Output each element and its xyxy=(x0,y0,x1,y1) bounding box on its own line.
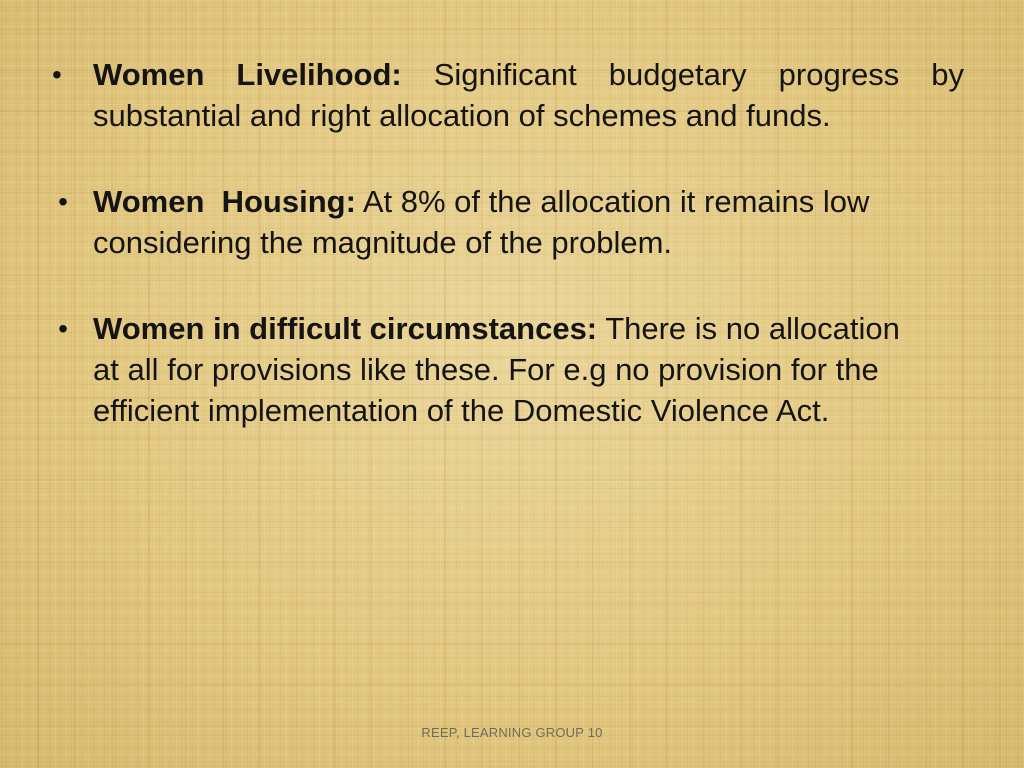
bullet-icon: • xyxy=(58,186,68,217)
bullet-label: Women Livelihood: xyxy=(93,57,402,92)
bullet-label: Women Housing: xyxy=(93,184,356,219)
bullet-icon: • xyxy=(58,313,68,344)
bullet-list xyxy=(52,54,964,431)
bullet-women-housing xyxy=(52,181,923,263)
bullet-label: Women in difficult circumstances: xyxy=(93,311,598,346)
bullet-women-difficult-circumstances xyxy=(52,308,923,431)
bullet-text: Significant budgetary progress by substantial and right allocation of schemes and funds. xyxy=(93,57,965,133)
bullet-text: There is no allocation at all for provisions like these. For e.g no provision for the efficient implementation of the Domestic Violence Act. xyxy=(93,311,900,428)
bullet-women-livelihood xyxy=(52,54,964,136)
slide-footer: REEP, LEARNING GROUP 10 xyxy=(421,725,603,740)
slide-body xyxy=(52,54,964,476)
bullet-text: At 8% of the allocation it remains low considering the magnitude of the problem. xyxy=(93,184,870,260)
bullet-icon: • xyxy=(52,59,62,90)
